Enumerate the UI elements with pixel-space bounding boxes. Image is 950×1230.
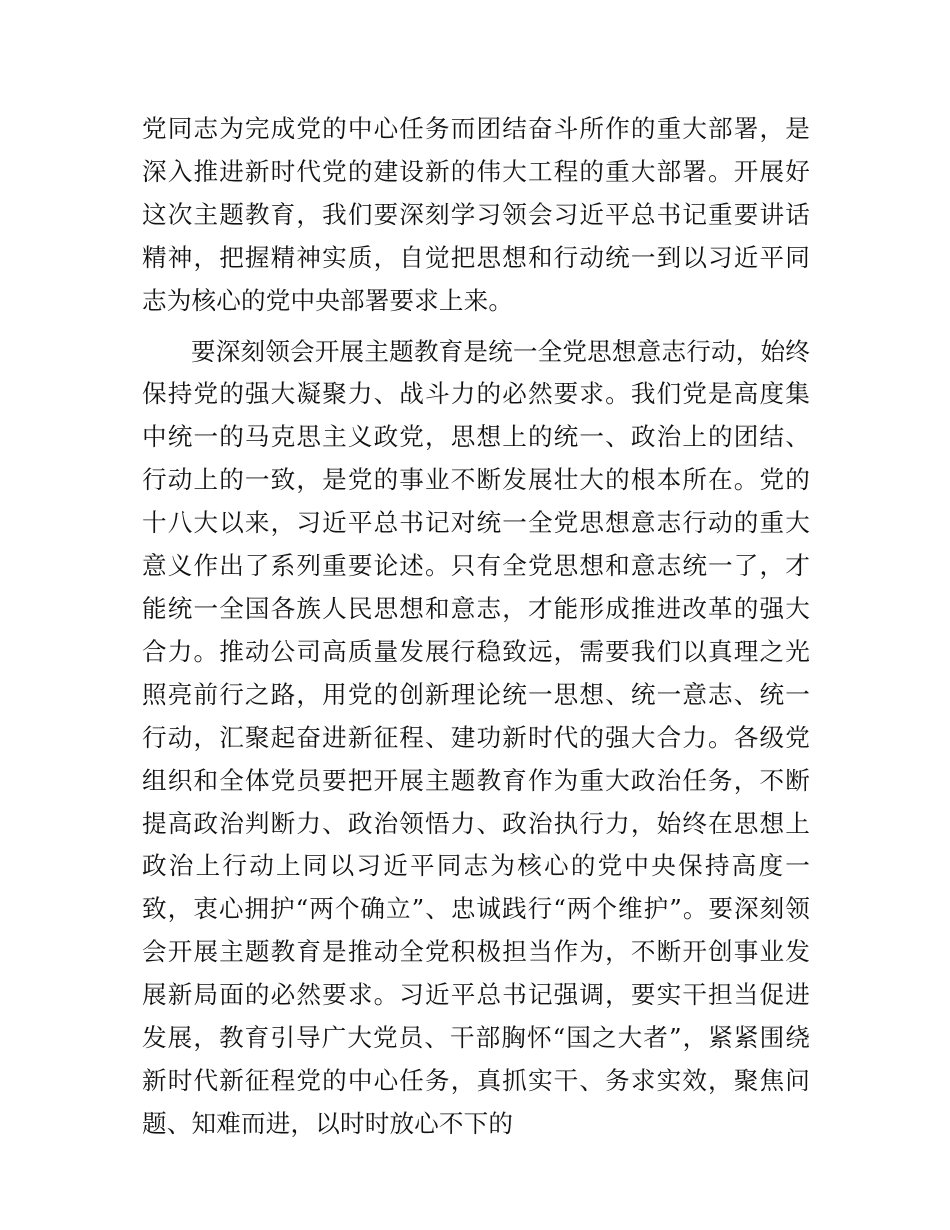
document-body <box>142 108 810 1146</box>
paragraph-continued: 党同志为完成党的中心任务而团结奋斗所作的重大部署，是深入推进新时代党的建设新的伟大工程的重大部署。开展好这次主题教育，我们要深刻学习领会习近平总书记重要讲话精神，把握精神实质，自觉把思想和行动统一到以习近平同志为核心的党中央部署要求上来。 <box>142 114 810 315</box>
paragraph-main: 要深刻领会开展主题教育是统一全党思想意志行动，始终保持党的强大凝聚力、战斗力的必然要求。我们党是高度集中统一的马克思主义政党，思想上的统一、政治上的团结、行动上的一致，是党的事业不断发展壮大的根本所在。党的十八大以来，习近平总书记对统一全党思想意志行动的重大意义作出了系列重要论述。只有全党思想和意志统一了，才能统一全国各族人民思想和意志，才能形成推进改革的强大合力。推动公司高质量发展行稳致远，需要我们以真理之光照亮前行之路，用党的创新理论统一思想、统一意志、统一行动，汇聚起奋进新征程、建功新时代的强大合力。各级党组织和全体党员要把开展主题教育作为重大政治任务，不断提高政治判断力、政治领悟力、政治执行力，始终在思想上政治上行动上同以习近平同志为核心的党中央保持高度一致，衷心拥护“两个确立”、忠诚践行“两个维护”。要深刻领会开展主题教育是推动全党积极担当作为，不断开创事业发展新局面的必然要求。习近平总书记强调，要实干担当促进发展，教育引导广大党员、干部胸怀“国之大者”，紧紧围绕新时代新征程党的中心任务，真抓实干、务求实效，聚焦问题、知难而进，以时时放心不下的 <box>142 336 810 1138</box>
